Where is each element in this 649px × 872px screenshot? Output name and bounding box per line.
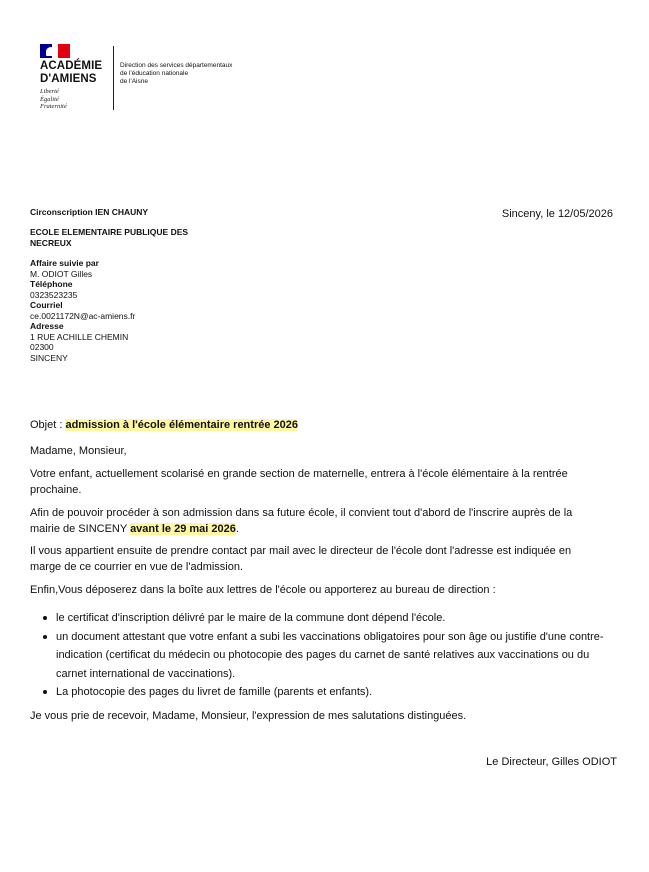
dsden-line1: Direction des services départementaux (120, 62, 233, 69)
address-line2: 02300 (30, 342, 54, 352)
academie-line1: ACADÉMIE (40, 60, 103, 72)
documents-list (42, 609, 622, 702)
motto-egalite: Égalité (40, 95, 59, 103)
email-value: ce.0021172N@ac-amiens.fr (30, 310, 136, 321)
letter-date: Sinceny, le 12/05/2026 (501, 208, 613, 220)
list-item (42, 628, 622, 684)
dsden-block (120, 62, 232, 86)
contact-block (30, 258, 135, 363)
motto-fraternite: Fraternité (40, 103, 67, 110)
bullet-icon (43, 690, 47, 694)
dsden-line3: de l'Aisne (120, 78, 148, 85)
circonscription: Circonscription IEN CHAUNY (30, 207, 149, 217)
paragraph-4: Enfin,Vous déposerez dans la boîte aux lettres de l'école ou apporterez au bureau de direction : (30, 584, 496, 596)
closing-formula: Je vous prie de recevoir, Madame, Monsieur, l'expression de mes salutations distinguées. (30, 710, 467, 722)
academie-name (40, 60, 102, 86)
paragraph-1: Votre enfant, actuellement scolarisé en grande section de maternelle, entrera à l'école élémentaire à la rentrée prochaine. (30, 468, 568, 496)
bullet-icon (43, 616, 47, 620)
dsden-line2: de l'éducation nationale (120, 70, 189, 77)
list-item-text: La photocopie des pages du livret de famille (parents et enfants). (56, 686, 373, 698)
phone-label: Téléphone (30, 279, 73, 289)
paragraph-2 (30, 506, 600, 537)
phone-value: 0323523235 (30, 289, 78, 300)
address-line1: 1 RUE ACHILLE CHEMIN (30, 331, 129, 342)
paragraph-2-end: . (235, 522, 239, 535)
republic-motto (40, 88, 67, 111)
bullet-icon (43, 635, 47, 639)
list-item-text: le certificat d'inscription délivré par le maire de la commune dont dépend l'école. (56, 612, 446, 624)
list-item (42, 609, 622, 628)
affaire-value: M. ODIOT Gilles (30, 268, 93, 279)
subject-text: admission à l'école élémentaire rentrée 2026 (65, 419, 298, 431)
affaire-label: Affaire suivie par (30, 258, 99, 268)
academie-line2: D'AMIENS (40, 73, 97, 85)
address-label: Adresse (30, 321, 64, 331)
motto-liberte: Liberté (40, 88, 59, 95)
address-line3: SINCENY (30, 352, 68, 363)
deadline: avant le 29 mai 2026 (130, 522, 236, 535)
list-item (42, 683, 622, 702)
list-item-text: un document attestant que votre enfant a subi les vaccinations obligatoires pour son âge ou justifie d'une contre-indication (certificat du médecin ou photocopie des pages du carnet de santé relatives aux vaccinations ou du carnet international de vaccinations). (56, 630, 604, 680)
header-divider (113, 46, 114, 110)
paragraph-3: Il vous appartient ensuite de prendre contact par mail avec le directeur de l'école dont l'adresse est indiquée en marge de ce courrier en vue de l'admission. (30, 545, 572, 573)
marianne-icon (46, 47, 56, 56)
email-label: Courriel (30, 300, 63, 310)
paragraph-2-start: Afin de pouvoir procéder à son admission dans sa future école, il convient tout d'abord de l'inscrire auprès de la mairie de SINCENY (30, 507, 573, 535)
signature: Le Directeur, Gilles ODIOT (486, 756, 617, 768)
subject-line (30, 418, 600, 434)
republic-flag-logo (40, 44, 70, 58)
school-name: ECOLE ELEMENTAIRE PUBLIQUE DES NECREUX (30, 227, 189, 248)
subject-label: Objet : (30, 419, 63, 431)
greeting: Madame, Monsieur, (30, 445, 127, 457)
